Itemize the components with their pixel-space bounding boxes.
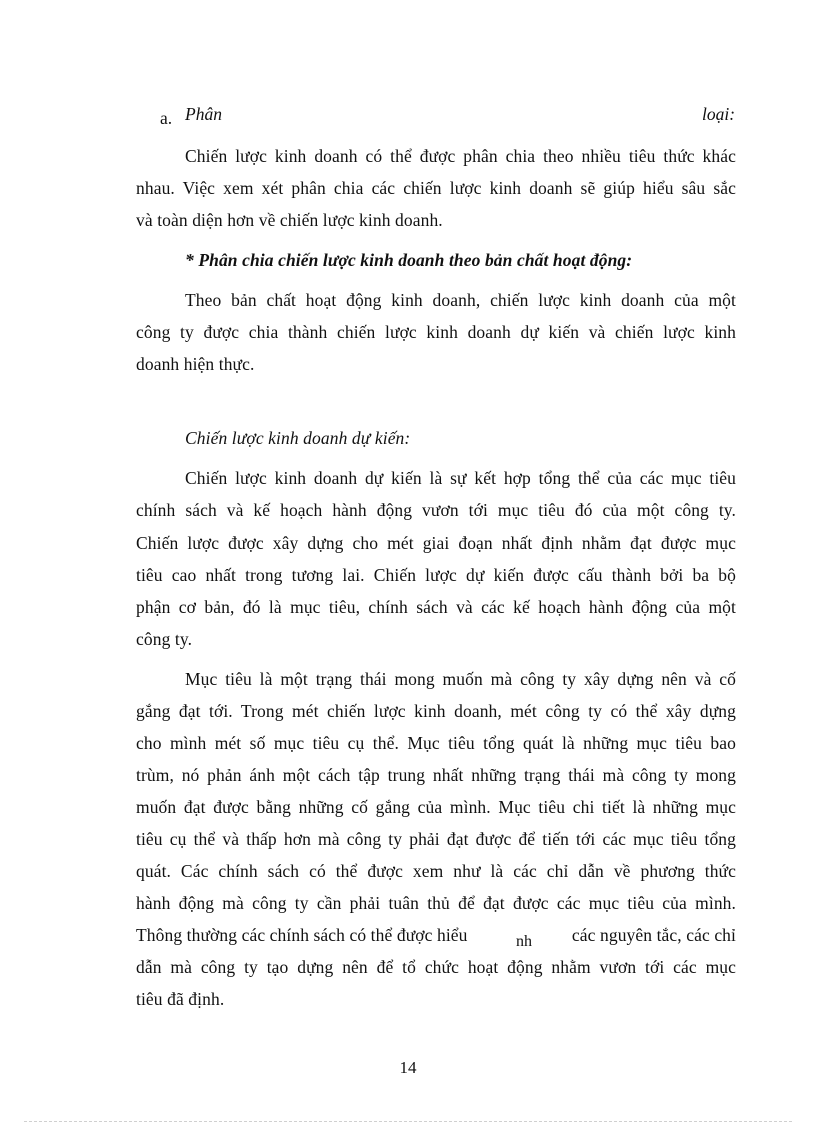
section-heading-word-2: loại: bbox=[702, 104, 736, 124]
paragraph-line: chính sách và kế hoạch hành động vươn tới mục tiêu đó của một công ty. bbox=[136, 500, 736, 520]
paragraph-line: trùm, nó phản ánh một cách tập trung nhất những trạng thái mà công ty mong bbox=[136, 765, 736, 785]
paragraph-line: dẫn mà công ty tạo dựng nên để tổ chức hoạt động nhằm vươn tới các mục bbox=[136, 957, 736, 977]
paragraph-line: muốn đạt được bằng những cố gắng của mình. Mục tiêu chi tiết là những mục bbox=[136, 797, 736, 817]
paragraph-line: Thông thường các chính sách có thể được hiểu bbox=[136, 925, 468, 945]
paragraph-line: doanh hiện thực. bbox=[136, 354, 255, 374]
paragraph-line: công ty. bbox=[136, 629, 193, 649]
paragraph-line: Chiến lược kinh doanh dự kiến là sự kết hợp tổng thể của các mục tiêu bbox=[185, 468, 736, 488]
paragraph-line: hành động mà công ty cần phải tuân thủ để đạt được các mục tiêu của mình. bbox=[136, 893, 736, 913]
paragraph-line: gắng đạt tới. Trong mét chiến lược kinh doanh, mét công ty có thể xây dựng bbox=[136, 701, 736, 721]
paragraph-line: cho mình mét số mục tiêu cụ thể. Mục tiêu tổng quát là những mục tiêu bao bbox=[136, 733, 736, 753]
page-bottom-rule bbox=[24, 1121, 792, 1122]
paragraph-line: Theo bản chất hoạt động kinh doanh, chiến lược kinh doanh của một bbox=[185, 290, 736, 310]
paragraph-line: công ty được chia thành chiến lược kinh doanh dự kiến và chiến lược kinh bbox=[136, 322, 736, 342]
paragraph-line: tiêu cao nhất trong tương lai. Chiến lược dự kiến được cấu thành bởi ba bộ bbox=[136, 565, 736, 585]
subheading: * Phân chia chiến lược kinh doanh theo bản chất hoạt động: bbox=[185, 250, 633, 270]
paragraph-line: các nguyên tắc, các chỉ bbox=[571, 925, 736, 945]
page-number: 14 bbox=[399, 1058, 417, 1077]
paragraph-line: Chiến lược kinh doanh có thể được phân chia theo nhiều tiêu thức khác bbox=[185, 146, 736, 166]
stray-fragment: nh bbox=[516, 933, 532, 950]
paragraph-line: Mục tiêu là một trạng thái mong muốn mà công ty xây dựng nên và cố bbox=[185, 669, 736, 689]
subheading: Chiến lược kinh doanh dự kiến: bbox=[185, 428, 411, 448]
paragraph-line: tiêu cụ thể và thấp hơn mà công ty phải đạt được để tiến tới các mục tiêu tổng bbox=[136, 829, 736, 849]
paragraph-line: Chiến lược được xây dựng cho mét giai đoạn nhất định nhằm đạt được mục bbox=[136, 533, 736, 553]
paragraph-line: quát. Các chính sách có thể được xem như là các chỉ dẫn về phương thức bbox=[136, 861, 736, 881]
paragraph-line: nhau. Việc xem xét phân chia các chiến lược kinh doanh sẽ giúp hiểu sâu sắc bbox=[136, 178, 736, 198]
paragraph-line: phận cơ bản, đó là mục tiêu, chính sách và các kế hoạch hành động của một bbox=[136, 597, 736, 617]
section-heading-word-1: Phân bbox=[185, 104, 222, 124]
section-marker: a. bbox=[160, 108, 173, 128]
paragraph-line: và toàn diện hơn về chiến lược kinh doanh. bbox=[136, 210, 443, 230]
paragraph-line: tiêu đã định. bbox=[136, 989, 225, 1009]
